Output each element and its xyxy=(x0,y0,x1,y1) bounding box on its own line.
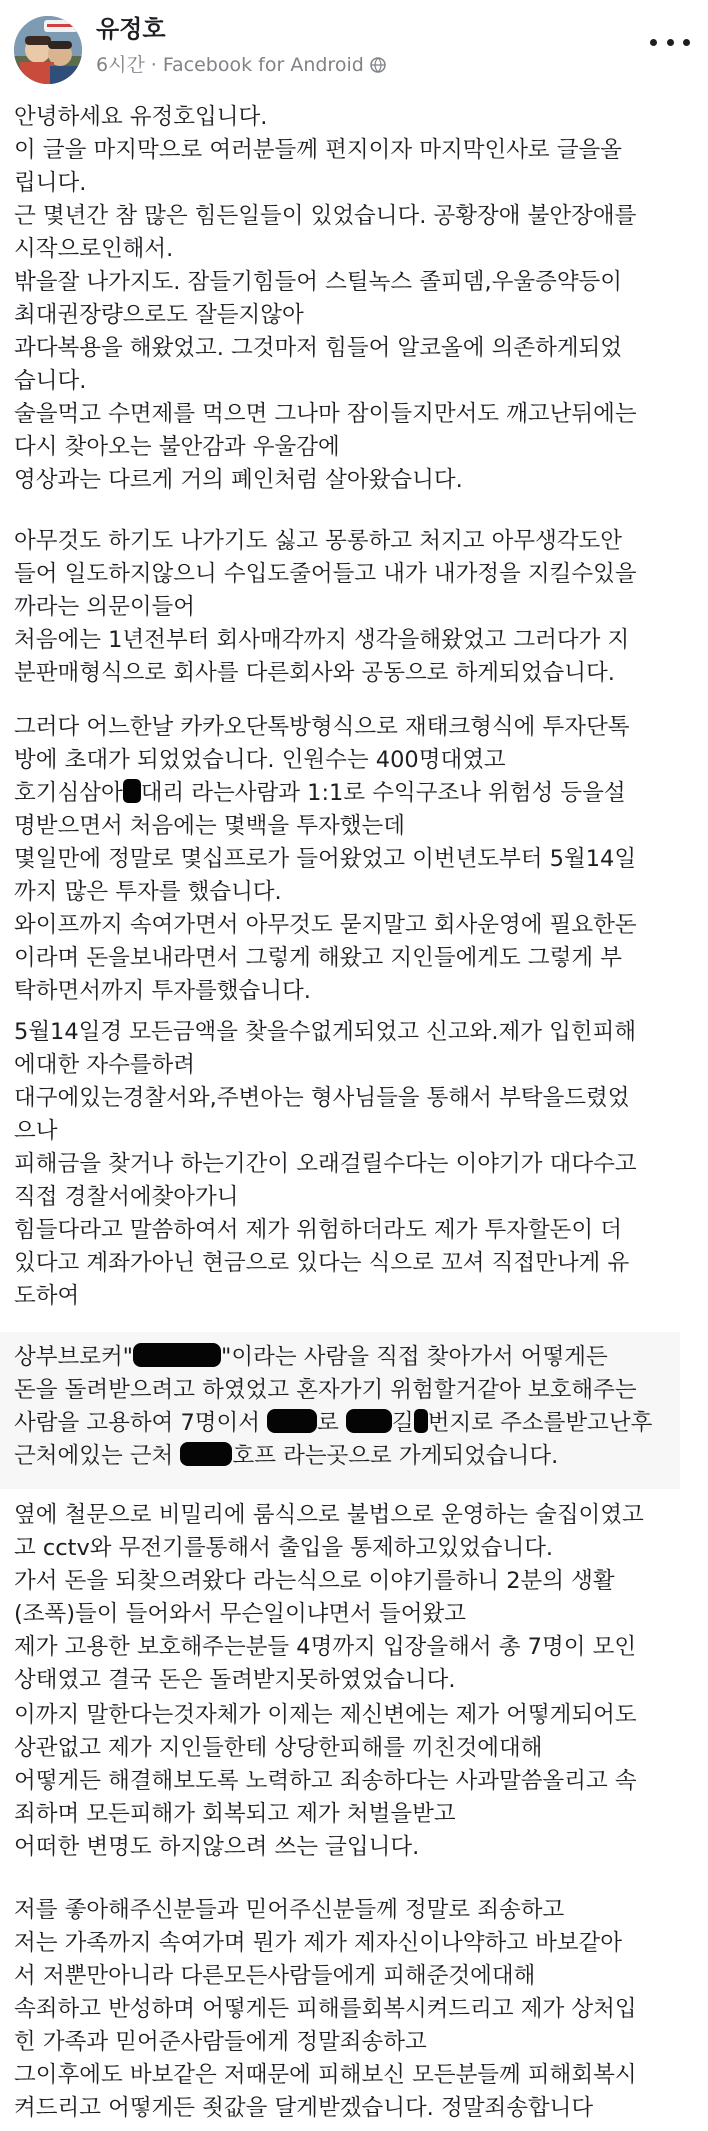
text-line: 고 cctv와 무전기를통해서 출입을 통제하고있었습니다. xyxy=(14,1535,554,1561)
text-line: 처음에는 1년전부터 회사매각까지 생각을해왔었고 그러다가 지 xyxy=(14,627,630,653)
author-name[interactable]: 유정호 xyxy=(96,15,166,43)
text-line: 명받으면서 처음에는 몇백을 투자했는데 xyxy=(14,813,405,839)
text-segment: 호프 라는곳으로 가게되었습니다. xyxy=(232,1443,559,1469)
text-line xyxy=(14,777,666,810)
meta-separator: · xyxy=(150,54,157,76)
text-line: 들어 일도하지않으니 수입도줄어들고 내가 내가정을 지킬수있을 xyxy=(14,561,637,587)
text-segment: "이라는 사람을 직접 찾아가서 어떻게든 xyxy=(221,1344,608,1370)
text-line: 밖을잘 나가지도. 잠들기힘들어 스틸녹스 졸피뎀,우울증약등이 xyxy=(14,269,623,295)
text-segment: 로 xyxy=(317,1410,339,1436)
text-line: 과다복용을 해왔었고. 그것마저 힘들어 알코올에 의존하게되었 xyxy=(14,335,623,361)
text-line: 그러다 어느한날 카카오단톡방형식으로 재태크형식에 투자단톡 xyxy=(14,714,630,740)
text-line: 5월14일경 모든금액을 찾을수없게되었고 신고와.제가 입힌피해 xyxy=(14,1019,637,1045)
redaction-block xyxy=(267,1409,317,1433)
post-paragraph-2 xyxy=(0,514,680,701)
post-paragraph-6 xyxy=(0,1489,680,1693)
text-line: 서 저뿐만아니라 다른모든사람들에게 피해준것에대해 xyxy=(14,1963,536,1989)
text-line: 아무것도 하기도 나가기도 싫고 몽롱하고 처지고 아무생각도안 xyxy=(14,528,623,554)
post-paragraph-8 xyxy=(0,1883,680,2131)
post-paragraph-3 xyxy=(0,701,680,1007)
more-horizontal-icon xyxy=(650,39,657,46)
post-paragraph-1 xyxy=(0,96,680,514)
text-line: 다시 찾아오는 불안감과 우울감에 xyxy=(14,434,340,460)
text-line: 분판매형식으로 회사를 다른회사와 공동으로 하게되었습니다. xyxy=(14,660,615,686)
text-line: 이 글을 마지막으로 여러분들께 편지이자 마지막인사로 글을올 xyxy=(14,137,623,163)
redaction-block xyxy=(123,779,141,803)
text-line: 대구에있는경찰서와,주변아는 형사님들을 통해서 부탁을드렸었 xyxy=(14,1085,630,1111)
post-source: Facebook for Android xyxy=(162,54,364,76)
text-line: 힘들다라고 말씀하여서 제가 위험하더라도 제가 투자할돈이 더 xyxy=(14,1217,623,1243)
text-line: 그이후에도 바보같은 저때문에 피해보신 모든분들께 피해회복시 xyxy=(14,2062,637,2088)
text-line: 에대한 자수를하려 xyxy=(14,1052,196,1078)
text-line: 와이프까지 속여가면서 아무것도 묻지말고 회사운영에 필요한돈 xyxy=(14,912,637,938)
redaction-block xyxy=(133,1343,221,1367)
post-paragraph-4 xyxy=(0,1007,680,1332)
text-line: 근 몇년간 참 많은 힘든일들이 있었습니다. 공황장애 불안장애를 xyxy=(14,203,637,229)
text-segment: 길 xyxy=(392,1410,414,1436)
avatar[interactable] xyxy=(14,16,82,84)
text-line: 도하여 xyxy=(14,1283,80,1309)
post-time[interactable]: 6시간 xyxy=(96,54,145,76)
text-line xyxy=(14,1440,666,1473)
redaction-block xyxy=(414,1409,428,1433)
text-line: 죄하며 모든피해가 회복되고 제가 처벌을받고 xyxy=(14,1801,456,1827)
text-line: 상태였고 결국 돈은 돌려받지못하였었습니다. xyxy=(14,1667,456,1693)
text-line: 까라는 의문이들어 xyxy=(14,594,196,620)
redaction-block xyxy=(346,1409,392,1433)
text-segment: 상부브로커" xyxy=(14,1344,134,1370)
text-line: 피해금을 찾거나 하는기간이 오래걸릴수다는 이야기가 대다수고 xyxy=(14,1151,637,1177)
text-line: 이까지 말한다는것자체가 이제는 제신변에는 제가 어떻게되어도 xyxy=(14,1702,637,1728)
text-line: 직접 경찰서에찾아가니 xyxy=(14,1184,239,1210)
text-line: 안녕하세요 유정호입니다. xyxy=(14,104,268,130)
text-line: 까지 많은 투자를 했습니다. xyxy=(14,879,282,905)
text-line: 어떻게든 해결해보도록 노력하고 죄송하다는 사과말씀올리고 속 xyxy=(14,1768,637,1794)
text-line xyxy=(14,1341,666,1374)
text-line: 옆에 철문으로 비밀리에 룸식으로 불법으로 운영하는 술집이였고 xyxy=(14,1502,644,1528)
text-line: 립니다. xyxy=(14,170,87,196)
post-header xyxy=(0,0,708,96)
text-line: 으나 xyxy=(14,1118,58,1144)
redaction-block xyxy=(180,1442,232,1466)
post-body xyxy=(0,96,708,2131)
text-line: 있다고 계좌가아닌 현금으로 있다는 식으로 꼬셔 직접만나게 유 xyxy=(14,1250,630,1276)
text-line: 돈을 돌려받으려고 하였었고 혼자가기 위험할거같아 보호해주는 xyxy=(14,1377,637,1403)
text-segment: 호기심삼아 xyxy=(14,780,123,806)
text-line: 습니다. xyxy=(14,368,87,394)
text-line: 가서 돈을 되찾으려왔다 라는식으로 이야기를하니 2분의 생활 xyxy=(14,1568,615,1594)
post-paragraph-7 xyxy=(0,1688,680,1883)
text-line: 저는 가족까지 속여가며 뭔가 제가 제자신이나약하고 바보같아 xyxy=(14,1930,623,1956)
text-segment: 번지로 주소를받고난후 xyxy=(427,1410,653,1436)
text-line: 시작으로인해서. xyxy=(14,236,174,262)
text-line: 술을먹고 수면제를 먹으면 그나마 잠이들지만서도 깨고난뒤에는 xyxy=(14,401,637,427)
text-line: 최대권장량으로도 잘듣지않아 xyxy=(14,302,304,328)
post-meta xyxy=(96,52,386,78)
text-line: 속죄하고 반성하며 어떻게든 피해를회복시켜드리고 제가 상처입 xyxy=(14,1996,637,2022)
text-line: 어떠한 변명도 하지않으려 쓰는 글입니다. xyxy=(14,1834,420,1860)
text-line: 제가 고용한 보호해주는분들 4명까지 입장을해서 총 7명이 모인 xyxy=(14,1634,637,1660)
text-line: 영상과는 다르게 거의 폐인처럼 살아왔습니다. xyxy=(14,467,463,493)
text-line: (조폭)들이 들어와서 무슨일이냐면서 들어왔고 xyxy=(14,1601,466,1627)
text-line xyxy=(14,1407,666,1440)
text-segment: 근처에있는 근처 xyxy=(14,1443,174,1469)
text-segment: 대리 라는사람과 1:1로 수익구조나 위험성 등을설 xyxy=(140,780,626,806)
more-options-button[interactable] xyxy=(650,28,690,56)
globe-icon xyxy=(370,57,386,73)
text-line: 저를 좋아해주신분들과 믿어주신분들께 정말로 죄송하고 xyxy=(14,1897,565,1923)
text-line: 이라며 돈을보내라면서 그렇게 해왔고 지인들에게도 그렇게 부 xyxy=(14,945,623,971)
text-line: 힌 가족과 믿어준사람들에게 정말죄송하고 xyxy=(14,2029,427,2055)
text-line: 상관없고 제가 지인들한테 상당한피해를 끼친것에대해 xyxy=(14,1735,543,1761)
text-line: 켜드리고 어떻게든 죗값을 달게받겠습니다. 정말죄송합니다 xyxy=(14,2095,594,2121)
text-line: 탁하면서까지 투자를했습니다. xyxy=(14,978,311,1004)
text-line: 방에 초대가 되었었습니다. 인원수는 400명대였고 xyxy=(14,747,506,773)
text-segment: 사람을 고용하여 7명이서 xyxy=(14,1410,260,1436)
text-line: 몇일만에 정말로 몇십프로가 들어왔었고 이번년도부터 5월14일 xyxy=(14,846,637,872)
post-paragraph-5 xyxy=(0,1332,680,1489)
